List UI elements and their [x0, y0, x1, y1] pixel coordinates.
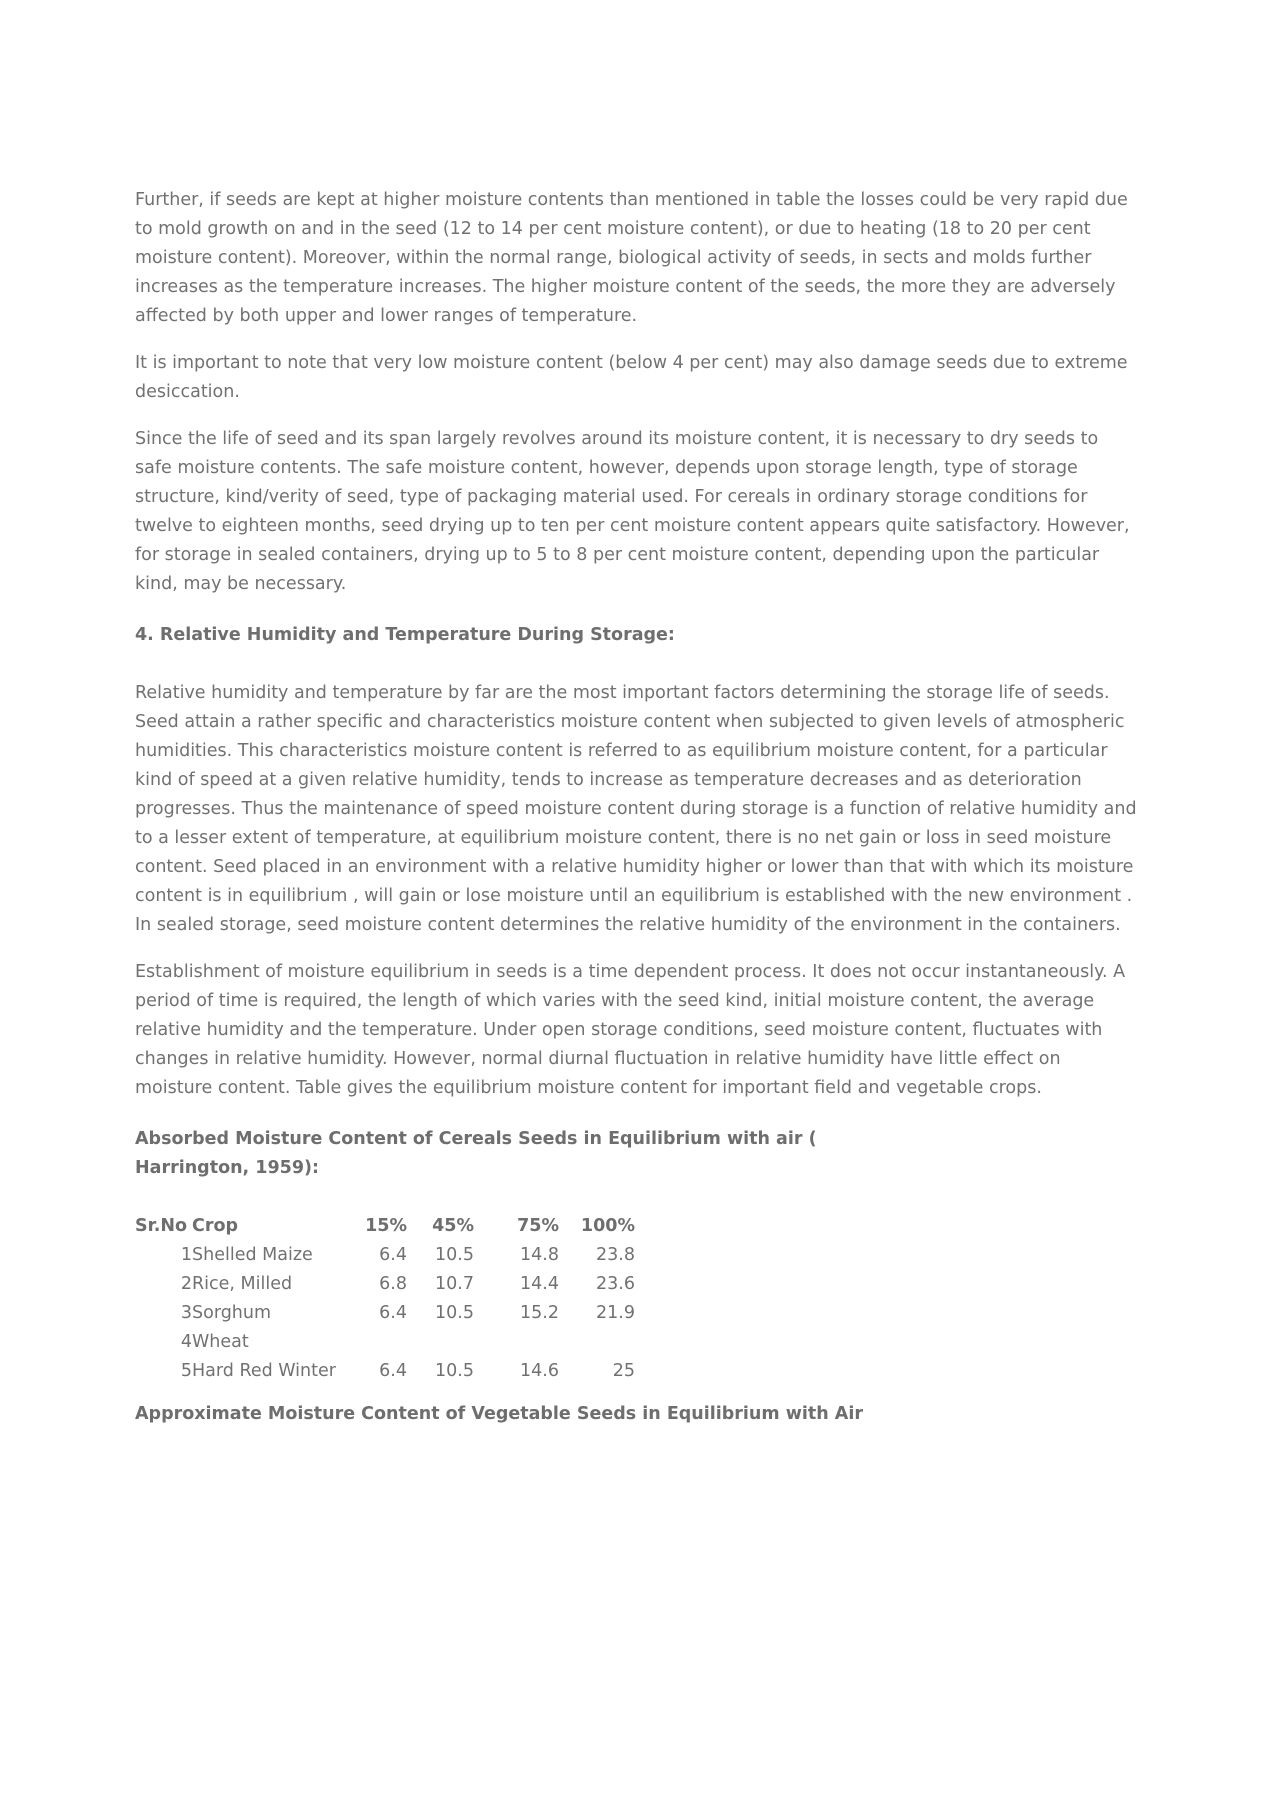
- table-title-cereals: [135, 1125, 1139, 1183]
- cell-75pct: 15.2: [520, 1303, 559, 1323]
- cell-100pct: 23.8: [596, 1245, 635, 1265]
- column-header-srno: Sr.No: [135, 1216, 188, 1236]
- column-header-100pct: 100%: [580, 1216, 635, 1236]
- cell-15pct: [342, 1328, 407, 1357]
- cell-crop: Rice, Milled: [192, 1274, 293, 1294]
- cell-45pct: 10.7: [435, 1274, 474, 1294]
- cell-crop: Sorghum: [192, 1303, 272, 1323]
- table-row: [135, 1299, 635, 1328]
- cell-srno: 2: [180, 1274, 192, 1294]
- cell-srno: 4: [180, 1332, 192, 1352]
- paragraph-safe-moisture: Since the life of seed and its span largely revolves around its moisture content, it is necessary to dry seeds to safe moisture contents. The safe moisture content, however, depends upon storage length, type of storage structure, kind/verity of seed, type of packaging material used. For cereals in ordinary storage conditions for twelve to eighteen months, seed drying up to ten per cent moisture content appears quite satisfactory. However, for storage in sealed containers, drying up to 5 to 8 per cent moisture content, depending upon the particular kind, may be necessary.: [135, 429, 1130, 594]
- section-heading-relative-humidity: 4. Relative Humidity and Temperature During Storage:: [135, 625, 675, 645]
- cell-srno: 3: [180, 1303, 192, 1323]
- cell-srno: 5: [180, 1361, 192, 1381]
- cell-75pct: 14.6: [520, 1361, 559, 1381]
- cell-75pct: 14.4: [520, 1274, 559, 1294]
- table-title-vegetable-seeds: Approximate Moisture Content of Vegetable Seeds in Equilibrium with Air: [135, 1404, 863, 1424]
- cereal-moisture-table: [135, 1212, 635, 1386]
- cell-45pct: [407, 1328, 474, 1357]
- cell-srno: 1: [180, 1245, 192, 1265]
- table-row: [135, 1357, 635, 1386]
- cell-45pct: 10.5: [435, 1361, 474, 1381]
- table-row: [135, 1328, 635, 1357]
- cell-crop: Shelled Maize: [192, 1245, 313, 1265]
- column-header-15pct: 15%: [365, 1216, 407, 1236]
- column-header-45pct: 45%: [432, 1216, 474, 1236]
- cell-crop: Wheat: [192, 1332, 249, 1352]
- paragraph-equilibrium-moisture: Relative humidity and temperature by far are the most important factors determining the storage life of seeds. Seed attain a rather specific and characteristics moisture content when subjected to given levels of atmospheric humidities. This characteristics moisture content is referred to as equilibrium moisture content, for a particular kind of speed at a given relative humidity, tends to increase as temperature decreases and as deterioration progresses. Thus the maintenance of speed moisture content during storage is a function of relative humidity and to a lesser extent of temperature, at equilibrium moisture content, there is no net gain or loss in seed moisture content. Seed placed in an environment with a relative humidity higher or lower than that with which its moisture content is in equilibrium , will gain or lose moisture until an equilibrium is established with the new environment . In sealed storage, seed moisture content determines the relative humidity of the environment in the containers.: [135, 683, 1137, 935]
- cell-15pct: 6.4: [379, 1303, 407, 1323]
- column-header-75pct: 75%: [517, 1216, 559, 1236]
- table-header-row: [135, 1212, 635, 1241]
- cell-15pct: 6.8: [379, 1274, 407, 1294]
- table-title-line-1: Absorbed Moisture Content of Cereals Seeds in Equilibrium with air (: [135, 1129, 817, 1149]
- cell-15pct: 6.4: [379, 1245, 407, 1265]
- column-header-crop: Crop: [192, 1216, 239, 1236]
- cell-100pct: [559, 1328, 635, 1357]
- paragraph-moisture-equilibrium-time: Establishment of moisture equilibrium in seeds is a time dependent process. It does not occur instantaneously. A period of time is required, the length of which varies with the seed kind, initial moisture content, the average relative humidity and the temperature. Under open storage conditions, seed moisture content, fluctuates with changes in relative humidity. However, normal diurnal fluctuation in relative humidity have little effect on moisture content. Table gives the equilibrium moisture content for important field and vegetable crops.: [135, 962, 1126, 1098]
- cell-75pct: 14.8: [520, 1245, 559, 1265]
- cell-75pct: [474, 1328, 559, 1357]
- cell-100pct: 25: [612, 1361, 635, 1381]
- cell-45pct: 10.5: [435, 1245, 474, 1265]
- table-title-line-2: Harrington, 1959):: [135, 1158, 319, 1178]
- table-row: [135, 1241, 635, 1270]
- table-row: [135, 1270, 635, 1299]
- cell-crop: Hard Red Winter: [192, 1361, 336, 1381]
- document-content: [135, 186, 1139, 1429]
- cell-45pct: 10.5: [435, 1303, 474, 1323]
- paragraph-low-moisture-note: It is important to note that very low moisture content (below 4 per cent) may also damage seeds due to extreme desiccation.: [135, 353, 1128, 402]
- cell-15pct: 6.4: [379, 1361, 407, 1381]
- cell-100pct: 23.6: [596, 1274, 635, 1294]
- paragraph-moisture-losses: Further, if seeds are kept at higher moisture contents than mentioned in table the losses could be very rapid due to mold growth on and in the seed (12 to 14 per cent moisture content), or due to heating (18 to 20 per cent moisture content). Moreover, within the normal range, biological activity of seeds, in sects and molds further increases as the temperature increases. The higher moisture content of the seeds, the more they are adversely affected by both upper and lower ranges of temperature.: [135, 190, 1128, 326]
- cell-100pct: 21.9: [596, 1303, 635, 1323]
